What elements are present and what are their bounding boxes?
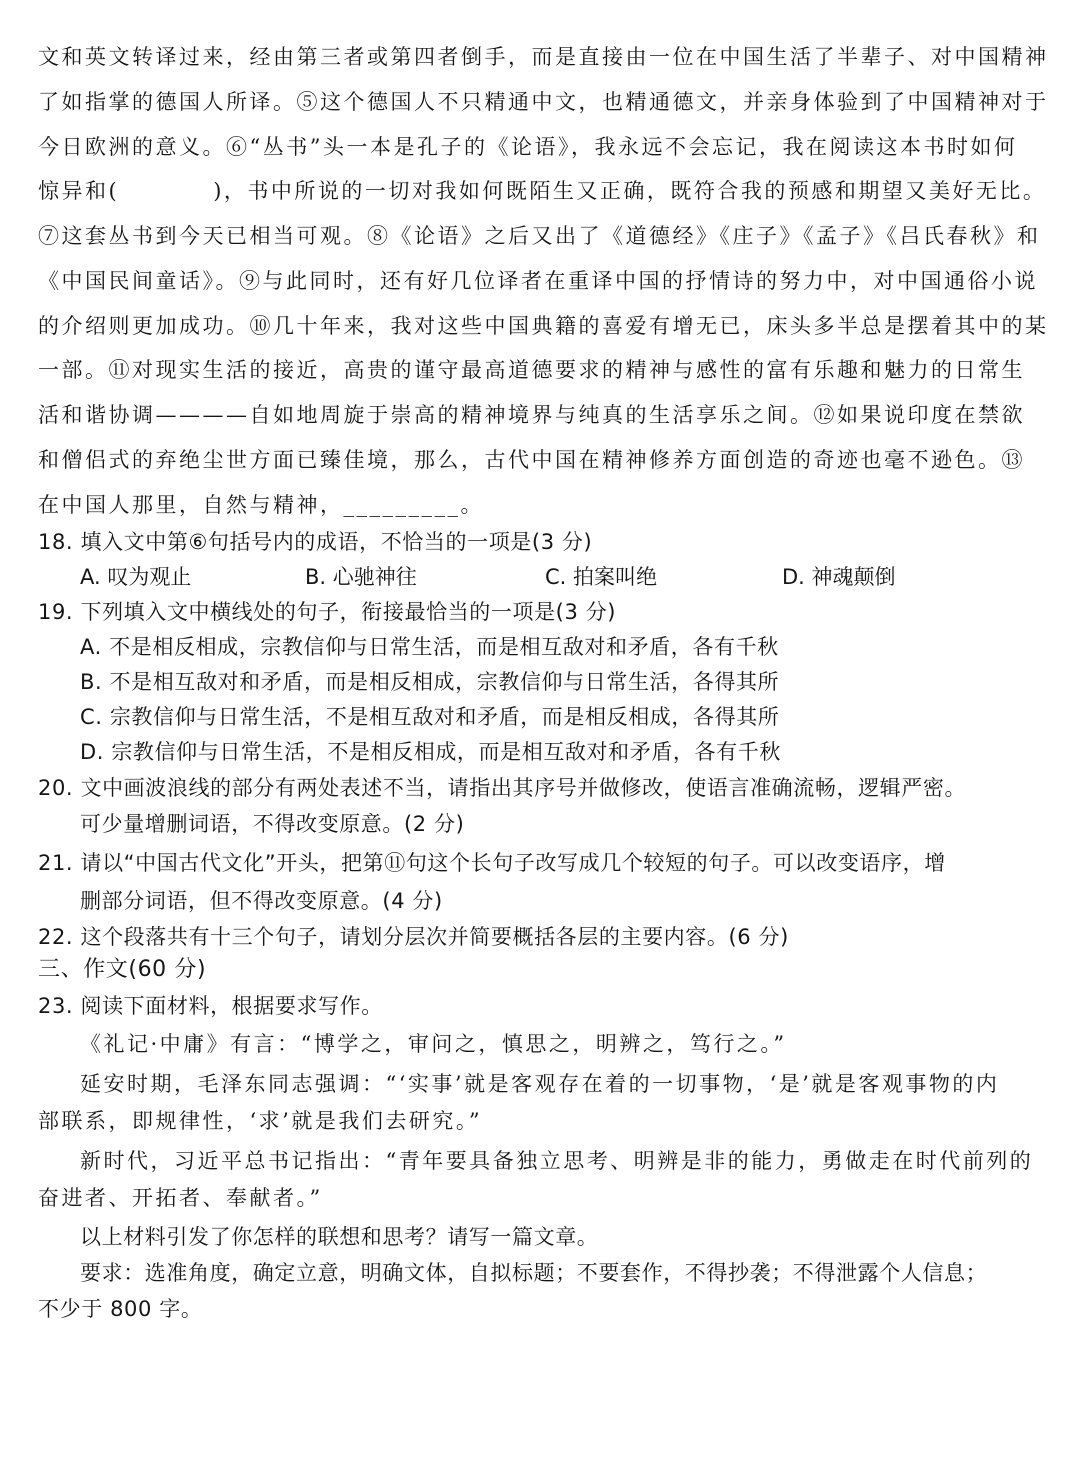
material-line: 奋进者、开拓者、奉献者。”: [38, 1186, 323, 1210]
passage-line: ⑦这套丛书到今天已相当可观。⑧《论语》之后又出了《道德经》《庄子》《孟子》《吕氏春秋》和: [38, 224, 1041, 248]
question-stem: 21. 请以“中国古代文化”开头，把第⑪句这个长句子改写成几个较短的句子。可以改变语序，增: [38, 851, 946, 875]
material-line: 延安时期，毛泽东同志强调：“‘实事’就是客观存在着的一切事物，‘是’就是客观事物的内: [80, 1072, 1000, 1096]
passage-line: 今日欧洲的意义。⑥“丛书”头一本是孔子的《论语》，我永远不会忘记，我在阅读这本书时如何: [38, 135, 1018, 159]
option-d: D. 神魂颠倒: [782, 565, 896, 589]
option-c: C. 宗教信仰与日常生活，不是相互敌对和矛盾，而是相反相成，各得其所: [80, 705, 780, 729]
question-stem: 20. 文中画波浪线的部分有两处表述不当，请指出其序号并做修改，使语言准确流畅，逻辑严密。: [38, 776, 967, 800]
passage-line: 《中国民间童话》。⑨与此同时，还有好几位译者在重译中国的抒情诗的努力中，对中国通俗小说: [38, 269, 1038, 293]
writing-requirements: 要求：选准角度，确定立意，明确文体，自拟标题；不要套作，不得抄袭；不得泄露个人信息；: [80, 1261, 988, 1285]
question-stem-continued: 可少量增删词语，不得改变原意。(2 分): [80, 812, 465, 836]
writing-requirements-continued: 不少于 800 字。: [38, 1297, 203, 1321]
option-d: D. 宗教信仰与日常生活，不是相反相成，而是相互敌对和矛盾，各有千秋: [80, 740, 781, 764]
passage-line: 在中国人那里，自然与精神，_________。: [38, 493, 484, 517]
passage-line: 的介绍则更加成功。⑩几十年来，我对这些中国典籍的喜爱有增无已，床头多半总是摆着其中的某: [38, 314, 1049, 338]
passage-line: 惊异和( )，书中所说的一切对我如何既陌生又正确，既符合我的预感和期望又美好无比。: [38, 179, 1047, 203]
question-stem-continued: 删部分词语，但不得改变原意。(4 分): [80, 889, 443, 913]
option-c: C. 拍案叫绝: [545, 565, 658, 589]
question-stem: 19. 下列填入文中横线处的句子，衔接最恰当的一项是(3 分): [38, 600, 617, 624]
option-b: B. 心驰神往: [305, 565, 417, 589]
passage-line: 活和谐协调————自如地周旋于崇高的精神境界与纯真的生活享乐之间。⑫如果说印度在禁欲: [38, 403, 1025, 427]
option-b: B. 不是相互敌对和矛盾，而是相反相成，宗教信仰与日常生活，各得其所: [80, 670, 780, 694]
passage-line: 和僧侣式的弃绝尘世方面已臻佳境，那么，古代中国在精神修养方面创造的奇迹也毫不逊色。⑬: [38, 448, 1025, 472]
passage-line: 文和英文转译过来，经由第三者或第四者倒手，而是直接由一位在中国生活了半辈子、对中国精神: [38, 45, 1049, 69]
passage-line: 一部。⑪对现实生活的接近，高贵的谨守最高道德要求的精神与感性的富有乐趣和魅力的日常生: [38, 358, 1025, 382]
question-stem: 22. 这个段落共有十三个句子，请划分层次并简要概括各层的主要内容。(6 分): [38, 925, 789, 949]
material-line: 部联系，即规律性，‘求’就是我们去研究。”: [38, 1109, 483, 1133]
writing-prompt: 以上材料引发了你怎样的联想和思考？请写一篇文章。: [80, 1225, 599, 1249]
passage-line: 了如指掌的德国人所译。⑤这个德国人不只精通中文，也精通德文，并亲身体验到了中国精神对于: [38, 90, 1049, 114]
option-a: A. 不是相反相成，宗教信仰与日常生活，而是相互敌对和矛盾，各有千秋: [80, 635, 779, 659]
question-stem: 18. 填入文中第⑥句括号内的成语，不恰当的一项是(3 分): [38, 530, 593, 554]
option-a: A. 叹为观止: [80, 565, 192, 589]
material-line: 《礼记·中庸》有言：“博学之，审问之，慎思之，明辨之，笃行之。”: [80, 1032, 787, 1056]
question-stem: 23. 阅读下面材料，根据要求写作。: [38, 994, 383, 1018]
material-line: 新时代，习近平总书记指出：“青年要具备独立思考、明辨是非的能力，勇做走在时代前列的: [80, 1149, 1034, 1173]
section-heading: 三、作文(60 分): [38, 957, 207, 982]
